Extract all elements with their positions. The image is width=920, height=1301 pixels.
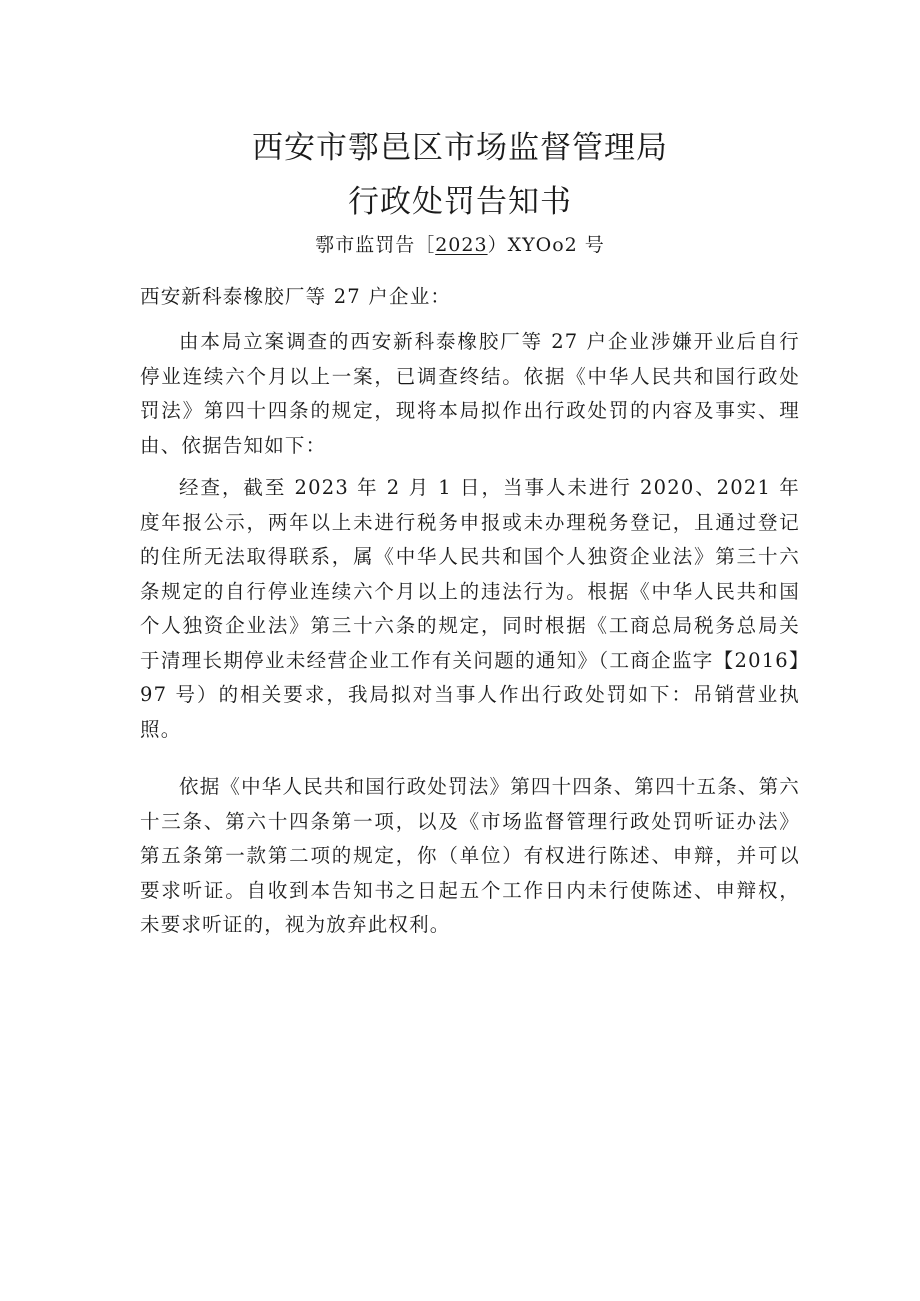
addressee: 西安新科泰橡胶厂等 27 户企业：	[140, 285, 452, 308]
document-title-agency: 西安市鄠邑区市场监督管理局	[252, 130, 668, 166]
document-number	[0, 232, 920, 258]
paragraph-case-summary: 由本局立案调查的西安新科泰橡胶厂等 27 户企业涉嫌开业后自行停业连续六个月以上一案，已调查终结。依据《中华人民共和国行政处罚法》第四十四条的规定，现将本局拟作出行政处罚的内容及事实、理由、依据告知如下：	[140, 330, 800, 457]
document-title-type: 行政处罚告知书	[348, 184, 572, 220]
paragraph-rights-notice: 依据《中华人民共和国行政处罚法》第四十四条、第四十五条、第六十三条、第六十四条第一项，以及《市场监督管理行政处罚听证办法》第五条第一款第二项的规定，你（单位）有权进行陈述、申辩，并可以要求听证。自收到本告知书之日起五个工作日内未行使陈述、申辩权，未要求听证的，视为放弃此权利。	[140, 775, 801, 936]
document-number-prefix: 鄠市监罚告［	[315, 234, 436, 256]
paragraph-facts-and-penalty: 经查，截至 2023 年 2 月 1 日，当事人未进行 2020、2021 年度年报公示，两年以上未进行税务申报或未办理税务登记，且通过登记的住所无法取得联系，属《中华人民共和国个人独资企业法》第三十六条规定的自行停业连续六个月以上的违法行为。根据《中华人民共和国个人独资企业法》第三十六条的规定，同时根据《工商总局税务总局关于清理长期停业未经营企业工作有关问题的通知》（工商企监字【2016】97 号）的相关要求，我局拟对当事人作出行政处罚如下：吊销营业执照。	[140, 476, 800, 741]
document-number-year: 2023	[435, 234, 488, 256]
document-number-suffix: ）XYOo2 号	[487, 234, 605, 256]
